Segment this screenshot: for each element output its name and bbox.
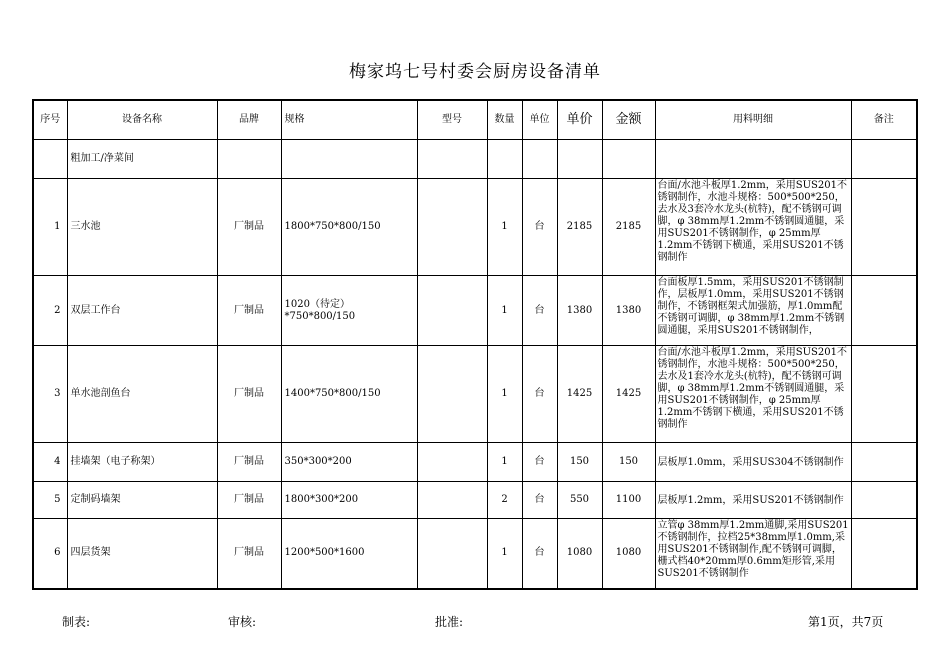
cell-amount: 2185 (602, 179, 655, 276)
header-price: 单价 (557, 100, 602, 140)
cell-no: 1 (33, 179, 67, 276)
cell-name: 四层货架 (67, 519, 217, 589)
cell-model (417, 179, 487, 276)
header-brand: 品牌 (217, 100, 281, 140)
cell-no: 5 (33, 482, 67, 519)
cell-material: 台面板厚1.5mm，采用SUS201不锈钢制作，层板厚1.0mm，采用SUS201不锈钢制作，不锈钢框架式加强筋，厚1.0mm配不锈钢可调脚，φ 38mm厚1.2mm不锈钢圆通腿，采用SUS201不锈钢制作， (655, 276, 851, 346)
header-name: 设备名称 (67, 100, 217, 140)
table-row (33, 346, 917, 443)
cell-no: 3 (33, 346, 67, 443)
cell-spec: 1800*300*200 (281, 482, 417, 519)
document-title: 梅家坞七号村委会厨房设备清单 (349, 62, 601, 82)
cell-unit: 台 (522, 179, 557, 276)
table-row (33, 519, 917, 589)
cell-brand: 厂制品 (217, 179, 281, 276)
cell-amount: 150 (602, 443, 655, 482)
cell-remark (851, 482, 917, 519)
footer-maker: 制表: (62, 615, 91, 629)
section-row (33, 140, 917, 179)
cell-qty: 1 (487, 346, 522, 443)
header-model: 型号 (417, 100, 487, 140)
cell-material: 台面/水池斗板厚1.2mm，采用SUS201不锈钢制作，水池斗规格：500*500*250，去水及1套冷水龙头(杭特)，配不锈钢可调脚，φ 38mm厚1.2mm不锈钢圆通腿，采用SUS201不锈钢制作，φ 25mm厚1.2mm不锈钢下横通，采用SUS201不锈钢制作 (655, 346, 851, 443)
cell-brand: 厂制品 (217, 482, 281, 519)
cell-unit: 台 (522, 346, 557, 443)
cell-remark (851, 443, 917, 482)
cell-qty: 1 (487, 276, 522, 346)
cell-unit: 台 (522, 443, 557, 482)
cell-amount: 1100 (602, 482, 655, 519)
header-material: 用料明细 (655, 100, 851, 140)
footer-approver: 批准: (435, 615, 464, 629)
cell-amount: 1080 (602, 519, 655, 589)
cell-price: 1425 (557, 346, 602, 443)
cell-price: 1080 (557, 519, 602, 589)
header-remark: 备注 (851, 100, 917, 140)
cell-amount: 1380 (602, 276, 655, 346)
cell-model (417, 276, 487, 346)
table-row (33, 482, 917, 519)
section-label: 粗加工/净菜间 (67, 140, 217, 179)
cell-remark (851, 179, 917, 276)
cell-spec: 350*300*200 (281, 443, 417, 482)
cell-name: 单水池剖鱼台 (67, 346, 217, 443)
cell-spec: 1400*750*800/150 (281, 346, 417, 443)
cell-amount: 1425 (602, 346, 655, 443)
cell-model (417, 346, 487, 443)
cell-price: 550 (557, 482, 602, 519)
cell-brand: 厂制品 (217, 443, 281, 482)
cell-remark (851, 276, 917, 346)
header-qty: 数量 (487, 100, 522, 140)
cell-no: 6 (33, 519, 67, 589)
cell-spec: 1200*500*1600 (281, 519, 417, 589)
equipment-table (32, 99, 918, 590)
cell-spec: 1020（待定）*750*800/150 (281, 276, 417, 346)
cell-unit: 台 (522, 519, 557, 589)
cell-remark (851, 519, 917, 589)
cell-model (417, 443, 487, 482)
cell-material: 台面/水池斗板厚1.2mm，采用SUS201不锈钢制作，水池斗规格：500*500*250，去水及3套冷水龙头(杭特)，配不锈钢可调脚，φ 38mm厚1.2mm不锈钢圆通腿，采用SUS201不锈钢制作，φ 25mm厚1.2mm不锈钢下横通，采用SUS201不锈钢制作 (655, 179, 851, 276)
cell-price: 150 (557, 443, 602, 482)
cell-name: 三水池 (67, 179, 217, 276)
cell-no: 4 (33, 443, 67, 482)
cell-model (417, 519, 487, 589)
footer-reviewer: 审核: (228, 615, 257, 629)
cell-qty: 2 (487, 482, 522, 519)
header-spec: 规格 (281, 100, 417, 140)
header-unit: 单位 (522, 100, 557, 140)
cell-qty: 1 (487, 179, 522, 276)
cell-name: 定制码墙架 (67, 482, 217, 519)
cell-remark (851, 346, 917, 443)
table-header-row (33, 100, 917, 140)
cell-name: 双层工作台 (67, 276, 217, 346)
cell-price: 2185 (557, 179, 602, 276)
cell-brand: 厂制品 (217, 346, 281, 443)
header-amount: 金额 (602, 100, 655, 140)
cell-qty: 1 (487, 519, 522, 589)
table-row (33, 276, 917, 346)
cell-unit: 台 (522, 482, 557, 519)
cell-no: 2 (33, 276, 67, 346)
cell-material: 层板厚1.2mm，采用SUS201不锈钢制作 (655, 482, 851, 519)
footer-page-number: 第1页，共7页 (808, 615, 884, 629)
cell-material: 层板厚1.0mm，采用SUS304不锈钢制作 (655, 443, 851, 482)
header-no: 序号 (33, 100, 67, 140)
cell-material: 立管φ 38mm厚1.2mm通脚,采用SUS201不锈钢制作，拉档25*38mm厚1.0mm,采用SUS201不锈钢制作,配不锈钢可调脚，栅式档40*20mm厚0.6mm矩形管,采用SUS201不锈钢制作 (655, 519, 851, 589)
table-row (33, 443, 917, 482)
cell-brand: 厂制品 (217, 519, 281, 589)
cell-brand: 厂制品 (217, 276, 281, 346)
cell-spec: 1800*750*800/150 (281, 179, 417, 276)
cell-name: 挂墙架（电子称架） (67, 443, 217, 482)
cell-price: 1380 (557, 276, 602, 346)
cell-model (417, 482, 487, 519)
cell-unit: 台 (522, 276, 557, 346)
table-row (33, 179, 917, 276)
cell-qty: 1 (487, 443, 522, 482)
